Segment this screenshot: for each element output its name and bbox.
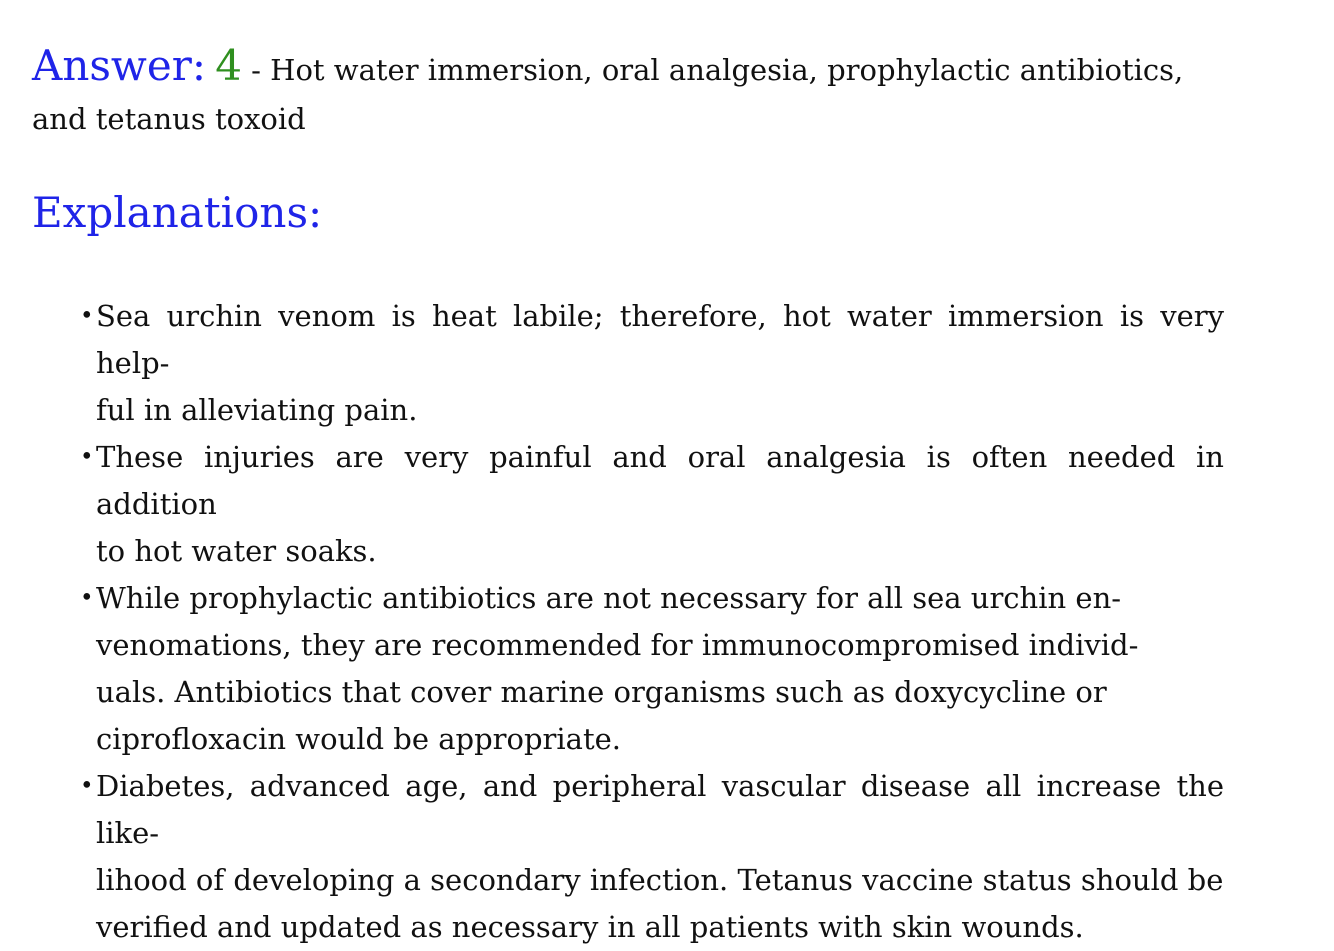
explanation-item-infection-tetanus	[80, 763, 1224, 951]
explanation-bullet-list	[32, 293, 1224, 951]
bullet-icon: •	[80, 444, 94, 470]
answer-label: Answer:	[32, 41, 206, 90]
bullet-icon: •	[80, 303, 94, 329]
explanation-item-1-line-2: ful in alleviating pain.	[96, 393, 418, 427]
explanation-item-heat-labile	[80, 293, 1224, 434]
explanation-item-2-line-1: These injuries are very painful and oral analgesia is often needed in addition	[96, 440, 1224, 521]
explanation-item-3-line-2: venomations, they are recommended for immunocompromised individ-	[96, 628, 1139, 662]
explanation-item-antibiotics	[80, 575, 1224, 763]
explanation-item-4-line-1: Diabetes, advanced age, and peripheral vascular disease all increase the like-	[96, 769, 1224, 850]
explanation-item-3-line-1: While prophylactic antibiotics are not necessary for all sea urchin en-	[96, 581, 1122, 615]
explanation-item-4-line-3: verified and updated as necessary in all patients with skin wounds.	[96, 910, 1084, 944]
answer-number: 4	[215, 41, 242, 90]
answer-text-line-2: and tetanus toxoid	[32, 102, 306, 136]
explanations-heading: Explanations:	[32, 188, 323, 237]
explanation-item-analgesia	[80, 434, 1224, 575]
bullet-icon: •	[80, 585, 94, 611]
explanation-item-3-line-3: uals. Antibiotics that cover marine organisms such as doxycycline or	[96, 675, 1107, 709]
explanation-item-2-line-2: to hot water soaks.	[96, 534, 377, 568]
bullet-icon: •	[80, 773, 94, 799]
answer-section	[32, 40, 1224, 145]
answer-explanation-document	[32, 0, 1224, 951]
answer-text-line-1: - Hot water immersion, oral analgesia, prophylactic antibiotics,	[251, 53, 1184, 87]
explanation-item-3-line-4: ciprofloxacin would be appropriate.	[96, 722, 621, 756]
explanation-item-4-line-2: lihood of developing a secondary infection. Tetanus vaccine status should be	[96, 863, 1224, 897]
explanation-item-1-line-1: Sea urchin venom is heat labile; therefore, hot water immersion is very help-	[96, 299, 1224, 380]
